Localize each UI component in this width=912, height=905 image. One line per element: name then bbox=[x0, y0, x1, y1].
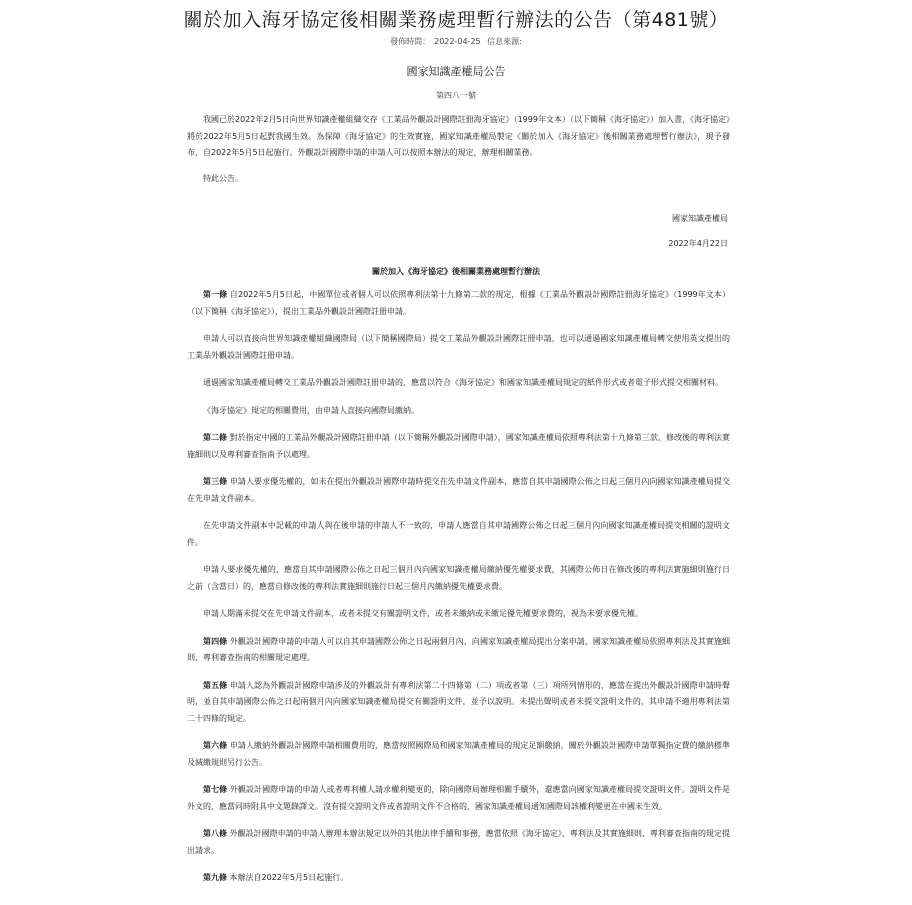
article-text: 申請人要求優先權的，如未在提出外觀設計國際申請時提交在先申請文件副本，應當自其申請國際公佈之日起三個月內向國家知識產權局提交在先申請文件副本。 bbox=[187, 477, 731, 503]
article-text: 外觀設計國際申請的申請人辦理本辦法規定以外的其他法律手續和事務，應當依照《海牙協定》、專利法及其實施細則、專利審查指南的規定提出請求。 bbox=[187, 829, 731, 855]
article-label: 第二條 bbox=[203, 433, 228, 442]
article-paragraph bbox=[187, 375, 730, 392]
article-label: 第三條 bbox=[203, 477, 228, 486]
article-paragraph bbox=[187, 782, 730, 815]
article-paragraph bbox=[187, 518, 730, 551]
article-paragraph bbox=[187, 562, 730, 595]
article-label: 第七條 bbox=[203, 785, 228, 794]
notice-body bbox=[187, 112, 730, 187]
article-text: 在先申請文件副本中記載的申請人與在後申請的申請人不一致的，申請人應當自其申請國際公佈之日起三個月內向國家知識產權局提交相關的證明文件。 bbox=[187, 521, 730, 547]
notice-org-title: 國家知識產權局公告 bbox=[406, 65, 506, 78]
article-text: 申請人可以直接向世界知識產權組織國際局（以下簡稱國際局）提交工業品外觀設計國際註冊申請，也可以通過國家知識產權局轉交使用英文提出的工業品外觀設計國際註冊申請。 bbox=[187, 334, 730, 360]
article-paragraph bbox=[187, 870, 730, 887]
article-text: 申請人認為外觀設計國際申請涉及的外觀設計有專利法第二十四條第（二）項或者第（三）項所列情形的，應當在提出外觀設計國際申請時聲明，並自其申請國際公佈之日起兩個月內向國家知識產權局提交有關證明文件，並予以說明。未提出聲明或者未提交證明文件的，其申請不適用專利法第二十四條的規定。 bbox=[187, 680, 731, 723]
article-paragraph bbox=[187, 331, 730, 364]
article-paragraph bbox=[187, 287, 730, 320]
article-text: 《海牙協定》規定的相關費用，由申請人直接向國際局繳納。 bbox=[203, 405, 419, 415]
article-label: 第六條 bbox=[203, 741, 228, 750]
notice-number: 第四八一號 bbox=[436, 91, 476, 100]
article-text: 本辦法自2022年5月5日起施行。 bbox=[227, 873, 349, 882]
article-paragraph bbox=[187, 403, 730, 420]
article-label: 第九條 bbox=[203, 873, 227, 882]
notice-signature: 國家知識產權局 bbox=[672, 214, 728, 223]
article-text: 通過國家知識產權局轉交工業品外觀設計國際註冊申請的，應當以符合《海牙協定》和國家知識產權局規定的紙件形式或者電子形式提交相關材料。 bbox=[203, 378, 723, 387]
article-paragraph bbox=[187, 634, 730, 667]
notice-closing: 特此公告。 bbox=[203, 173, 243, 183]
article-label: 第五條 bbox=[203, 680, 228, 690]
article-paragraph bbox=[187, 826, 730, 859]
article-paragraph bbox=[187, 430, 730, 463]
article-text: 申請人要求優先權的，應當自其申請國際公佈之日起三個月內向國家知識產權局繳納優先權要求費，其國際公佈日在修改後的專利法實施細則施行日之前（含當日）的，應當自修改後的專利法實施細則施行日起三個月內繳納優先權要求費。 bbox=[187, 565, 730, 591]
publish-date: 2022-04-25 bbox=[434, 37, 481, 46]
article-text: 外觀設計國際申請的申請人或者專利權人請求權利變更的，除向國際局辦理相關手續外，還應當向國家知識產權局提交證明文件。證明文件是外文的，應當同時附具中文題錄譯文。沒有提交證明文件或者證明文件不合格的，國家知識產權局通知國際局該權利變更在中國未生效。 bbox=[187, 785, 731, 811]
article-paragraph bbox=[187, 738, 730, 771]
article-label: 第八條 bbox=[203, 829, 228, 838]
article-text: 外觀設計國際申請的申請人可以自其申請國際公佈之日起兩個月內，向國家知識產權局提出分案申請，國家知識產權局依照專利法及其實施細則、專利審查指南的相關規定處理。 bbox=[187, 636, 731, 662]
article-label: 第四條 bbox=[203, 636, 228, 646]
article-label: 第一條 bbox=[203, 290, 228, 299]
article-text: 自2022年5月5日起，中國單位或者個人可以依照專利法第十九條第二款的規定，根據《工業品外觀設計國際註冊海牙協定》（1999年文本）（以下簡稱《海牙協定》），提出工業品外觀設計國際註冊申請。 bbox=[187, 290, 730, 316]
article-text: 申請人期滿未提交在先申請文件副本，或者未提交有關證明文件，或者未繳納或未繳足優先權要求費的，視為未要求優先權。 bbox=[203, 609, 643, 618]
notice-paragraph: 我國已於2022年2月5日向世界知識產權組織交存《工業品外觀設計國際註冊海牙協定》（1999年文本）（以下簡稱《海牙協定》）加入書，《海牙協定》將於2022年5月5日起對我國生效。為保障《海牙協定》的生效實施，國家知識產權局製定《關於加入《海牙協定》後相關業務處理暫行辦法》，現予發布，自2022年5月5日起施行。外觀設計國際申請的申請人可以按照本辦法的規定，辦理相關業務。 bbox=[187, 115, 730, 157]
publish-label: 發佈時間： bbox=[390, 37, 431, 46]
article-text: 對於指定中國的工業品外觀設計國際註冊申請（以下簡稱外觀設計國際申請），國家知識產權局依照專利法第十九條第三款、修改後的專利法實施細則以及專利審查指南予以處理。 bbox=[187, 433, 731, 459]
article-paragraph bbox=[187, 606, 730, 623]
measures-title: 關於加入《海牙協定》後相關業務處理暫行辦法 bbox=[372, 267, 540, 276]
notice-date: 2022年4月22日 bbox=[668, 239, 728, 248]
page-title: 關於加入海牙協定後相關業務處理暫行辦法的公告（第481號） bbox=[183, 9, 729, 31]
article-paragraph bbox=[187, 678, 730, 728]
source-label: 信息來源: bbox=[487, 37, 522, 46]
article-paragraph bbox=[187, 474, 730, 507]
measures-articles bbox=[187, 287, 730, 887]
publish-meta bbox=[0, 36, 912, 47]
article-text: 申請人繳納外觀設計國際申請相關費用的，應當按照國際局和國家知識產權局的規定足額繳納。關於外觀設計國際申請單獨指定費的繳納標準及減繳規則另行公告。 bbox=[187, 741, 731, 767]
